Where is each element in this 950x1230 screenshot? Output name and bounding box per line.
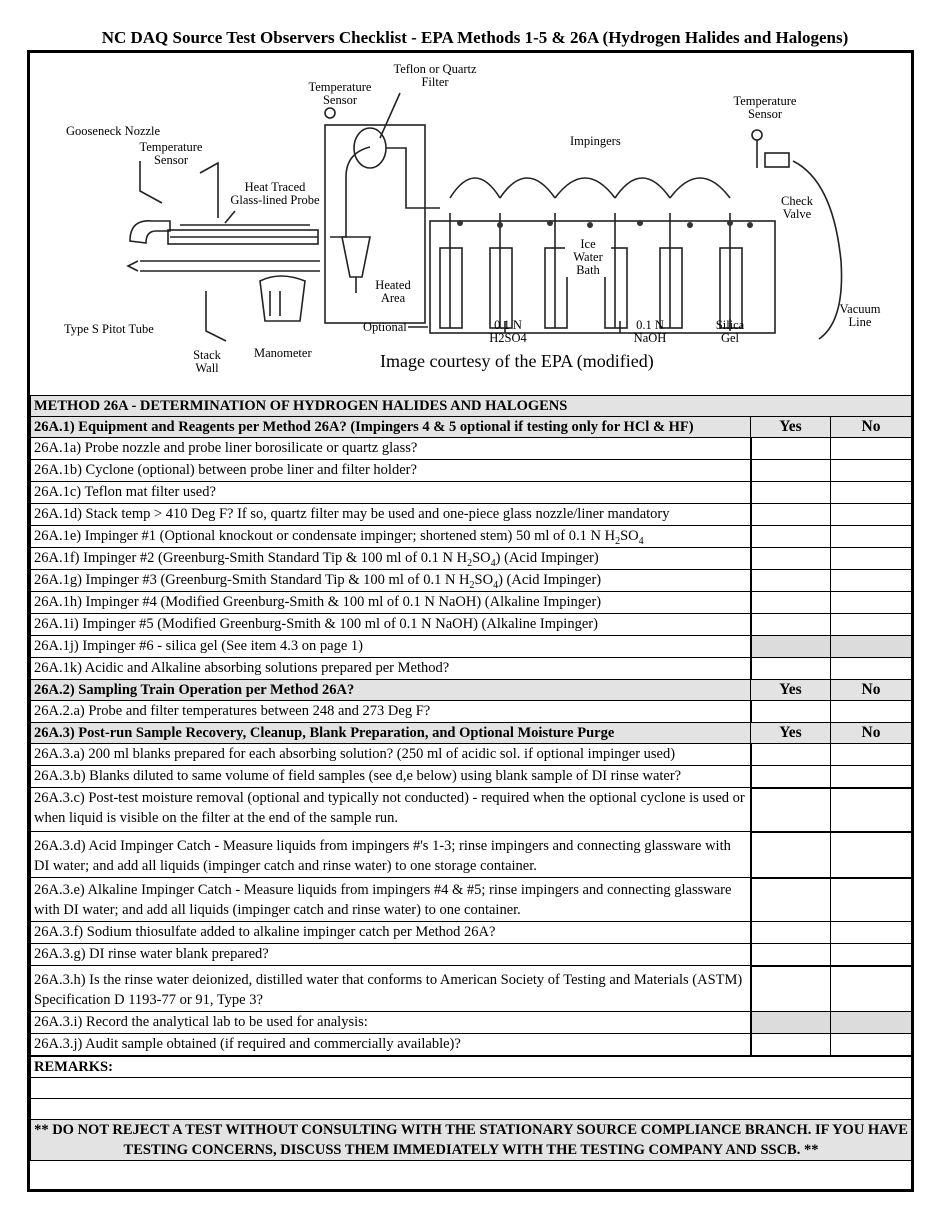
label-h2so4-formula: H2SO4 (489, 331, 527, 345)
item-text: 26A.1i) Impinger #5 (Modified Greenburg-Smith & 100 ml of 0.1 N NaOH) (Alkaline Impinger) (31, 614, 751, 636)
yes-checkbox (751, 1012, 831, 1034)
item-text: 26A.1h) Impinger #4 (Modified Greenburg-Smith & 100 ml of 0.1 N NaOH) (Alkaline Impinger) (31, 592, 751, 614)
no-checkbox[interactable] (831, 966, 912, 1012)
item-text: 26A.3.a) 200 ml blanks prepared for each absorbing solution? (250 ml of acidic sol. if optional impinger used) (31, 744, 751, 766)
label-naoh-formula: NaOH (633, 331, 667, 345)
yes-checkbox[interactable] (751, 832, 831, 878)
section-1-title: 26A.1) Equipment and Reagents per Method 26A? (Impingers 4 & 5 optional if testing only for HCl & HF) (31, 417, 751, 438)
method-heading-row (31, 396, 912, 417)
checklist-row (31, 504, 912, 526)
checklist-row (31, 701, 912, 723)
yes-checkbox[interactable] (751, 570, 831, 592)
yes-checkbox[interactable] (751, 788, 831, 832)
checklist-row (31, 1034, 912, 1057)
checklist-row (31, 788, 912, 832)
checklist-row (31, 944, 912, 966)
no-checkbox[interactable] (831, 788, 912, 832)
footer-warning: ** DO NOT REJECT A TEST WITHOUT CONSULTING WITH THE STATIONARY SOURCE COMPLIANCE BRANCH. IF YOU HAVE TESTING CONCERNS, DISCUSS THEM IMMEDIATELY WITH THE TESTING COMPANY AND SSCB. ** (31, 1120, 912, 1161)
item-text: 26A.3.j) Audit sample obtained (if required and commercially available)? (31, 1034, 751, 1057)
no-checkbox[interactable] (831, 744, 912, 766)
label-manometer: Manometer (254, 346, 312, 360)
label-heated-area: Heated Area (375, 278, 411, 305)
checklist-row (31, 658, 912, 680)
no-checkbox[interactable] (831, 766, 912, 788)
yes-checkbox[interactable] (751, 592, 831, 614)
yes-checkbox[interactable] (751, 438, 831, 460)
yes-checkbox[interactable] (751, 701, 831, 723)
item-text: 26A.2.a) Probe and filter temperatures between 248 and 273 Deg F? (31, 701, 751, 723)
label-check-valve: Check Valve (781, 194, 813, 221)
label-h2so4-conc: 0.1 N (494, 318, 522, 332)
no-checkbox[interactable] (831, 658, 912, 680)
yes-checkbox[interactable] (751, 922, 831, 944)
yes-checkbox[interactable] (751, 766, 831, 788)
yes-checkbox[interactable] (751, 482, 831, 504)
checklist-table (30, 395, 912, 1161)
no-checkbox[interactable] (831, 922, 912, 944)
yes-header: Yes (751, 680, 831, 701)
label-type-s-pitot: Type S Pitot Tube (64, 322, 154, 336)
checklist-row (31, 614, 912, 636)
yes-checkbox[interactable] (751, 966, 831, 1012)
no-checkbox[interactable] (831, 504, 912, 526)
yes-checkbox[interactable] (751, 548, 831, 570)
checklist-frame (27, 50, 914, 1192)
item-text: 26A.1b) Cyclone (optional) between probe liner and filter holder? (31, 460, 751, 482)
checklist-row (31, 570, 912, 592)
label-temperature-sensor-right: Temperature Sensor (733, 94, 797, 121)
label-temperature-sensor-left: Temperature Sensor (139, 140, 203, 167)
checklist-row (31, 744, 912, 766)
yes-checkbox[interactable] (751, 614, 831, 636)
no-header: No (831, 417, 912, 438)
no-checkbox[interactable] (831, 614, 912, 636)
label-teflon-filter: Teflon or Quartz Filter (393, 62, 477, 89)
sampling-train-diagram (30, 53, 911, 395)
remarks-input[interactable] (31, 1078, 912, 1099)
label-vacuum-line: Vacuum Line (839, 302, 881, 329)
label-temperature-sensor-top: Temperature Sensor (308, 80, 372, 107)
label-naoh-conc: 0.1 N (636, 318, 664, 332)
item-text: 26A.3.h) Is the rinse water deionized, distilled water that conforms to American Society of Testing and Materials (ASTM) Specification D 1193-77 or 91, Type 3? (31, 966, 751, 1012)
yes-header: Yes (751, 417, 831, 438)
label-stack-wall: Stack Wall (193, 348, 221, 375)
footer-row (31, 1120, 912, 1161)
no-checkbox (831, 636, 912, 658)
yes-checkbox[interactable] (751, 944, 831, 966)
checklist-row (31, 526, 912, 548)
section-2-title: 26A.2) Sampling Train Operation per Method 26A? (31, 680, 751, 701)
section-header-row (31, 680, 912, 701)
remarks-line (31, 1078, 912, 1099)
yes-checkbox[interactable] (751, 1034, 831, 1057)
item-text: 26A.3.f) Sodium thiosulfate added to alkaline impinger catch per Method 26A? (31, 922, 751, 944)
page-title: NC DAQ Source Test Observers Checklist - EPA Methods 1-5 & 26A (Hydrogen Halides and Halogens) (101, 28, 849, 47)
checklist-row (31, 438, 912, 460)
label-gooseneck-nozzle: Gooseneck Nozzle (66, 124, 161, 138)
item-text: 26A.3.i) Record the analytical lab to be used for analysis: (31, 1012, 751, 1034)
checklist-row (31, 832, 912, 878)
checklist-row (31, 966, 912, 1012)
no-checkbox[interactable] (831, 548, 912, 570)
yes-checkbox[interactable] (751, 744, 831, 766)
method-title: METHOD 26A - DETERMINATION OF HYDROGEN HALIDES AND HALOGENS (31, 396, 912, 417)
remarks-row (31, 1056, 912, 1078)
checklist-row (31, 636, 912, 658)
no-checkbox[interactable] (831, 438, 912, 460)
checklist-row (31, 922, 912, 944)
item-text: 26A.3.b) Blanks diluted to same volume of field samples (see d,e below) using blank sample of DI rinse water? (31, 766, 751, 788)
no-checkbox (831, 1012, 912, 1034)
section-header-row (31, 417, 912, 438)
item-text: 26A.3.c) Post-test moisture removal (optional and typically not conducted) - required when the optional cyclone is used or when liquid is visible on the filter at the end of the sample run. (31, 788, 751, 832)
item-text: 26A.1c) Teflon mat filter used? (31, 482, 751, 504)
no-checkbox[interactable] (831, 701, 912, 723)
yes-checkbox (751, 636, 831, 658)
checklist-row (31, 1012, 912, 1034)
no-checkbox[interactable] (831, 944, 912, 966)
section-3-title: 26A.3) Post-run Sample Recovery, Cleanup, Blank Preparation, and Optional Moisture Purge (31, 723, 751, 744)
checklist-row (31, 460, 912, 482)
no-header: No (831, 680, 912, 701)
no-header: No (831, 723, 912, 744)
item-text: 26A.1k) Acidic and Alkaline absorbing solutions prepared per Method? (31, 658, 751, 680)
item-text: 26A.3.e) Alkaline Impinger Catch - Measure liquids from impingers #4 & #5; rinse impingers and connecting glassware with DI water; and add all liquids (impinger catch and rinse water) to one container. (31, 878, 751, 922)
no-checkbox[interactable] (831, 526, 912, 548)
checklist-row (31, 548, 912, 570)
label-optional: Optional (363, 320, 407, 334)
image-credit: Image courtesy of the EPA (modified) (380, 351, 654, 371)
remarks-input[interactable] (31, 1099, 912, 1120)
label-silica-gel: Silica Gel (715, 318, 745, 345)
no-checkbox[interactable] (831, 482, 912, 504)
no-checkbox[interactable] (831, 570, 912, 592)
no-checkbox[interactable] (831, 832, 912, 878)
label-ice-water-bath: Ice Water Bath (565, 238, 611, 277)
item-text: 26A.3.d) Acid Impinger Catch - Measure liquids from impingers #'s 1-3; rinse impingers and connecting glassware with DI water; and add all liquids (impinger catch and rinse water) to one storage container. (31, 832, 751, 878)
checklist-row (31, 592, 912, 614)
checklist-row (31, 878, 912, 922)
yes-checkbox[interactable] (751, 878, 831, 922)
label-impingers: Impingers (570, 134, 621, 148)
item-text: 26A.3.g) DI rinse water blank prepared? (31, 944, 751, 966)
remarks-label: REMARKS: (31, 1056, 912, 1078)
yes-checkbox[interactable] (751, 658, 831, 680)
remarks-line (31, 1099, 912, 1120)
no-checkbox[interactable] (831, 1034, 912, 1057)
item-text: 26A.1e) Impinger #1 (Optional knockout or condensate impinger; shortened stem) 50 ml of 0.1 N $H_2SO_4$ (31, 526, 751, 548)
item-text: 26A.1d) Stack temp > 410 Deg F? If so, quartz filter may be used and one-piece glass nozzle/liner mandatory (31, 504, 751, 526)
yes-checkbox[interactable] (751, 526, 831, 548)
checklist-row (31, 766, 912, 788)
item-text: 26A.1g) Impinger #3 (Greenburg-Smith Standard Tip & 100 ml of 0.1 N $H_2SO_4$) (Acid Impinger) (31, 570, 751, 592)
section-header-row (31, 723, 912, 744)
checklist-row (31, 482, 912, 504)
item-text: 26A.1j) Impinger #6 - silica gel (See item 4.3 on page 1) (31, 636, 751, 658)
label-heat-traced-probe: Heat Traced Glass-lined Probe (230, 180, 320, 207)
no-checkbox[interactable] (831, 460, 912, 482)
no-checkbox[interactable] (831, 878, 912, 922)
no-checkbox[interactable] (831, 592, 912, 614)
yes-checkbox[interactable] (751, 460, 831, 482)
yes-checkbox[interactable] (751, 504, 831, 526)
yes-header: Yes (751, 723, 831, 744)
item-text: 26A.1a) Probe nozzle and probe liner borosilicate or quartz glass? (31, 438, 751, 460)
item-text: 26A.1f) Impinger #2 (Greenburg-Smith Standard Tip & 100 ml of 0.1 N $H_2SO_4$) (Acid Impinger) (31, 548, 751, 570)
